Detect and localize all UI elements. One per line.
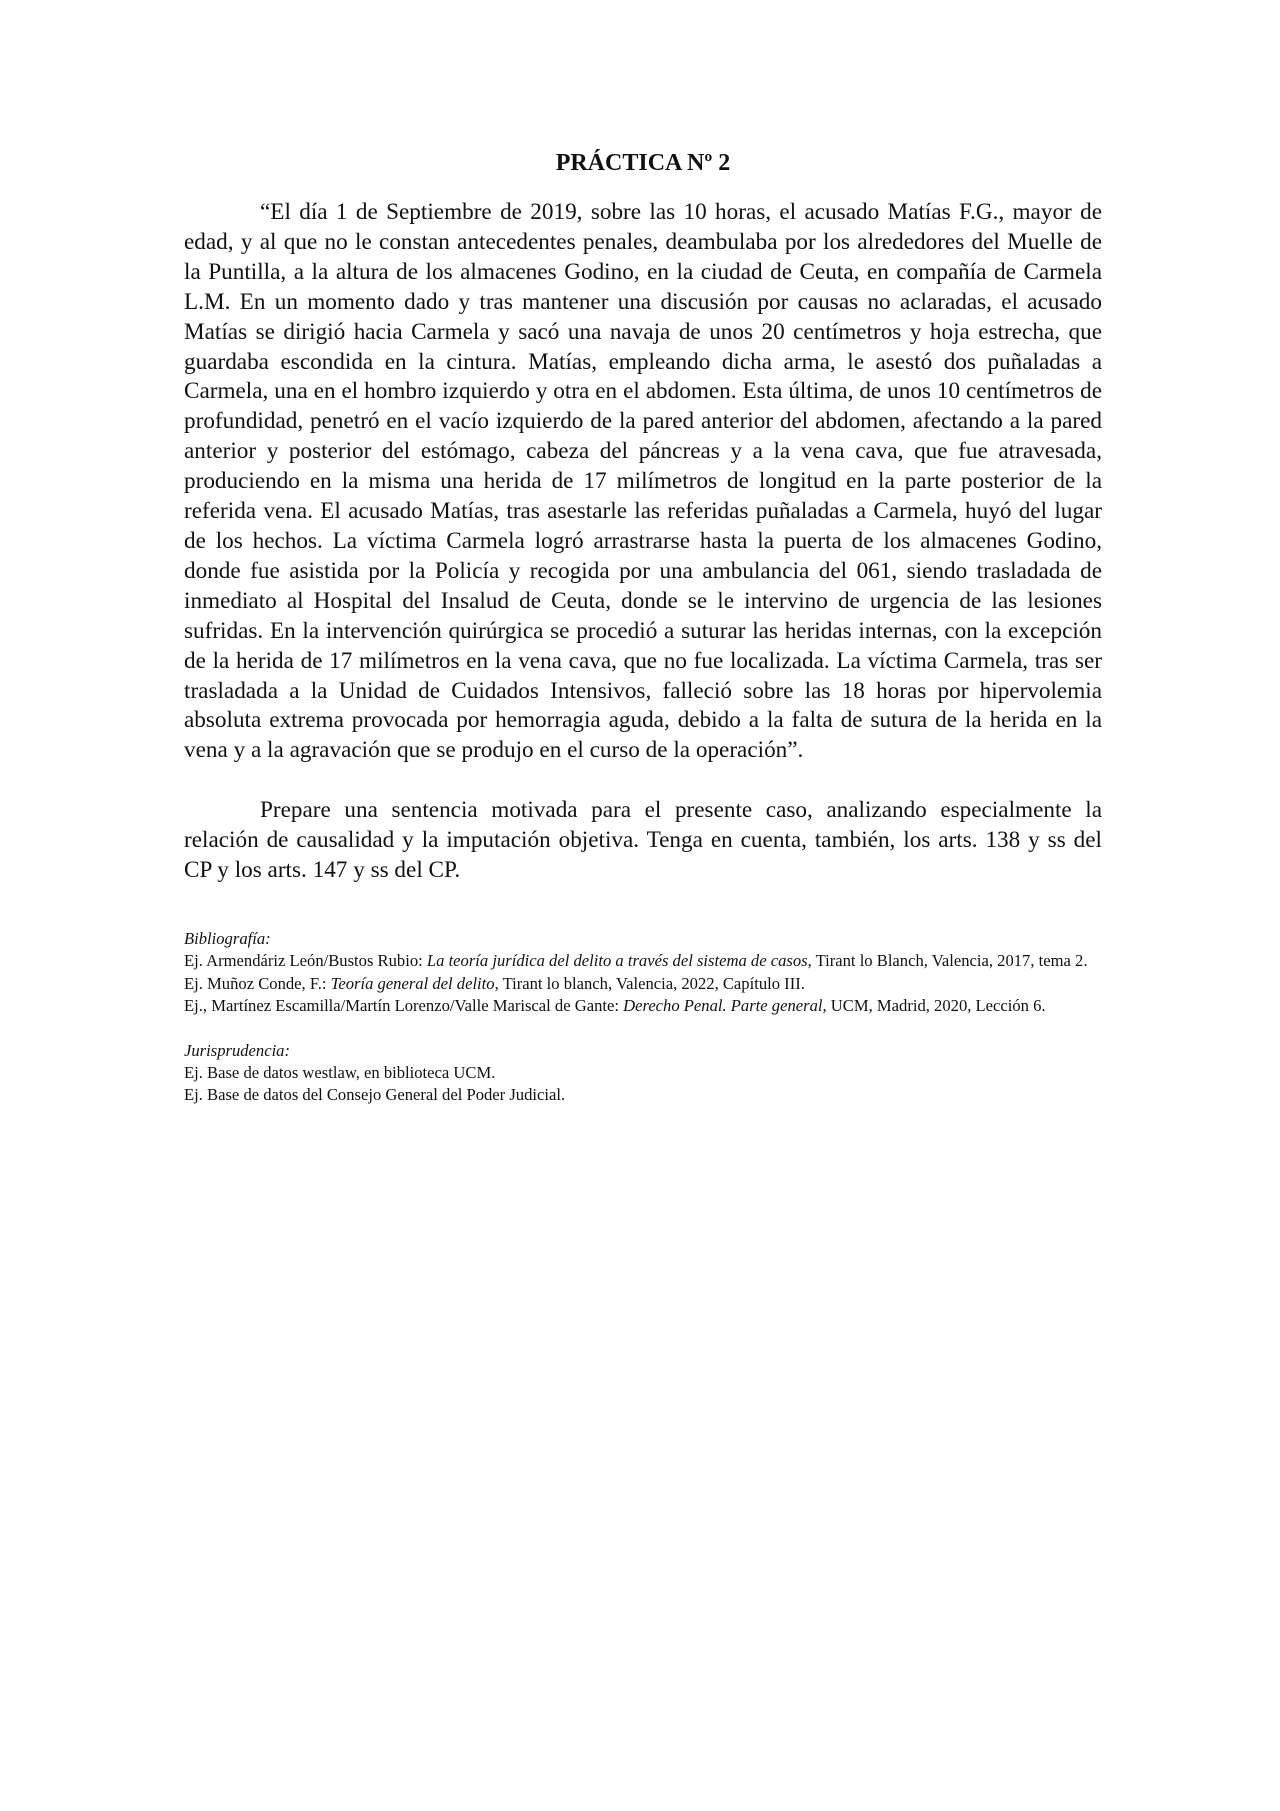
jurisprudence-section	[184, 1040, 1102, 1107]
bibliography-heading: Bibliografía:	[184, 928, 271, 948]
assignment-paragraph: Prepare una sentencia motivada para el presente caso, analizando especialmente la relación de causalidad y la imputación objetiva. Tenga en cuenta, también, los arts. 138 y ss del CP y los arts. 147 y ss del CP.	[184, 797, 1102, 884]
bibliography-entry: Ej. Muñoz Conde, F.: Teoría general del delito, Tirant lo blanch, Valencia, 2022, Capítulo III.	[184, 973, 805, 993]
references-section	[184, 928, 1102, 1107]
bibliography-entry: Ej. Armendáriz León/Bustos Rubio: La teoría jurídica del delito a través del sistema de casos, Tirant lo Blanch, Valencia, 2017, tema 2.	[184, 951, 1088, 971]
page-title: PRÁCTICA Nº 2	[555, 150, 731, 176]
bibliography-section	[184, 928, 1102, 1018]
jurisprudence-entry: Ej. Base de datos westlaw, en biblioteca UCM.	[184, 1062, 496, 1082]
bibliography-entry: Ej., Martínez Escamilla/Martín Lorenzo/Valle Mariscal de Gante: Derecho Penal. Parte general, UCM, Madrid, 2020, Lección 6.	[184, 996, 1046, 1016]
case-facts-paragraph: “El día 1 de Septiembre de 2019, sobre las 10 horas, el acusado Matías F.G., mayor de edad, y al que no le constan antecedentes penales, deambulaba por los alrededores del Muelle de la Puntilla, a la altura de los almacenes Godino, en la ciudad de Ceuta, en compañía de Carmela L.M. En un momento dado y tras mantener una discusión por causas no aclaradas, el acusado Matías se dirigió hacia Carmela y sacó una navaja de unos 20 centímetros y hoja estrecha, que guardaba escondida en la cintura. Matías, empleando dicha arma, le asestó dos puñaladas a Carmela, una en el hombro izquierdo y otra en el abdomen. Esta última, de unos 10 centímetros de profundidad, penetró en el vacío izquierdo de la pared anterior del abdomen, afectando a la pared anterior y posterior del estómago, cabeza del páncreas y a la vena cava, que fue atravesada, produciendo en la misma una herida de 17 milímetros de longitud en la parte posterior de la referida vena. El acusado Matías, tras asestarle las referidas puñaladas a Carmela, huyó del lugar de los hechos. La víctima Carmela logró arrastrarse hasta la puerta de los almacenes Godino, donde fue asistida por la Policía y recogida por una ambulancia del 061, siendo trasladada de inmediato al Hospital del Insalud de Ceuta, donde se le intervino de urgencia de las lesiones sufridas. En la intervención quirúrgica se procedió a suturar las heridas internas, con la excepción de la herida de 17 milímetros en la vena cava, que no fue localizada. La víctima Carmela, tras ser trasladada a la Unidad de Cuidados Intensivos, falleció sobre las 18 horas por hipervolemia absoluta extrema provocada por hemorragia aguda, debido a la falta de sutura de la herida en la vena y a la agravación que se produjo en el curso de la operación”.	[184, 199, 1102, 764]
document-page	[184, 148, 1102, 1107]
jurisprudence-entry: Ej. Base de datos del Consejo General del Poder Judicial.	[184, 1085, 566, 1105]
jurisprudence-heading: Jurisprudencia:	[184, 1040, 290, 1060]
